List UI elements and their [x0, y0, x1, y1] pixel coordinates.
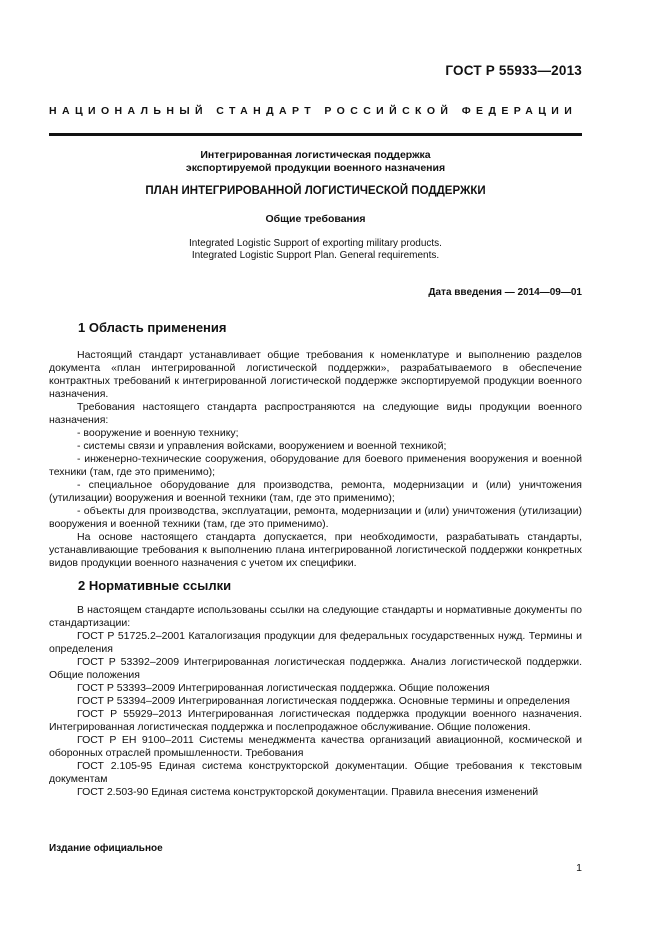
- document-code: ГОСТ Р 55933—2013: [445, 63, 582, 78]
- english-title-line2: Integrated Logistic Support Plan. General requirements.: [191, 250, 440, 261]
- title-topic: [49, 149, 582, 174]
- section-1-heading: 1 Область применения: [78, 320, 227, 335]
- reference-item: ГОСТ Р 53392–2009 Интегрированная логистическая поддержка. Анализ логистической поддержки. Общие положения: [49, 656, 582, 681]
- paragraph: В настоящем стандарте использованы ссылки на следующие стандарты и нормативные документы по стандартизации:: [49, 604, 582, 629]
- reference-item: ГОСТ Р 55929–2013 Интегрированная логистическая поддержка продукции военного назначения. Интегрированная логистическая поддержка и послепродажное обслуживание. Общие положения.: [49, 708, 582, 733]
- national-standard-banner: НАЦИОНАЛЬНЫЙ СТАНДАРТ РОССИЙСКОЙ ФЕДЕРАЦИИ: [49, 105, 578, 117]
- official-edition-label: Издание официальное: [49, 843, 163, 854]
- reference-item: ГОСТ Р 53393–2009 Интегрированная логистическая поддержка. Общие положения: [77, 682, 490, 694]
- list-item: - вооружение и военную технику;: [77, 427, 239, 439]
- section-2-body: [49, 604, 582, 799]
- english-title: [49, 238, 582, 262]
- reference-item: ГОСТ Р ЕН 9100–2011 Системы менеджмента качества организаций авиационной, космической и оборонных отраслей промышленности. Требования: [49, 734, 582, 759]
- paragraph: На основе настоящего стандарта допускается, при необходимости, разрабатывать стандарты, устанавливающие требования к выполнению плана интегрированной логистической поддержки конкретных видов продукции военного назначения с учетом их специфики.: [49, 531, 582, 569]
- paragraph: Настоящий стандарт устанавливает общие требования к номенклатуре и выполнению разделов документа «план интегрированной логистической поддержки», разрабатываемого в обеспечение контрактных требований к интегрированной логистической поддержке экспортируемой продукции военного назначения.: [49, 349, 582, 400]
- english-title-line1: Integrated Logistic Support of exporting military products.: [189, 238, 442, 249]
- title-topic-line1: Интегрированная логистическая поддержка: [200, 149, 431, 161]
- header-divider: [49, 133, 582, 136]
- list-item: - системы связи и управления войсками, вооружением и военной техникой;: [77, 440, 447, 452]
- document-subtitle: Общие требования: [265, 213, 366, 225]
- reference-item: ГОСТ Р 53394–2009 Интегрированная логистическая поддержка. Основные термины и определения: [77, 695, 570, 707]
- paragraph: Требования настоящего стандарта распространяются на следующие виды продукции военного назначения:: [49, 401, 582, 426]
- page-number: 1: [576, 862, 582, 874]
- list-item: - объекты для производства, эксплуатации, ремонта, модернизации и (или) уничтожения (утилизации) вооружения и военной техники (там, где это применимо).: [49, 505, 582, 530]
- reference-item: ГОСТ 2.503-90 Единая система конструкторской документации. Правила внесения изменений: [77, 786, 539, 798]
- reference-item: ГОСТ 2.105-95 Единая система конструкторской документации. Общие требования к текстовым документам: [49, 760, 582, 785]
- list-item: - инженерно-технические сооружения, оборудование для боевого применения вооружения и военной техники (там, где это применимо);: [49, 453, 582, 478]
- section-1-body: [49, 349, 582, 570]
- section-2-heading: 2 Нормативные ссылки: [78, 578, 232, 593]
- title-topic-line2: экспортируемой продукции военного назначения: [185, 161, 446, 174]
- reference-item: ГОСТ Р 51725.2–2001 Каталогизация продукции для федеральных государственных нужд. Термины и определения: [49, 630, 582, 655]
- introduction-date: Дата введения — 2014—09—01: [428, 287, 582, 298]
- document-title: ПЛАН ИНТЕГРИРОВАННОЙ ЛОГИСТИЧЕСКОЙ ПОДДЕРЖКИ: [145, 185, 486, 197]
- list-item: - специальное оборудование для производства, ремонта, модернизации и (или) уничтожения (утилизации) вооружения и военной техники (там, где это применимо);: [49, 479, 582, 504]
